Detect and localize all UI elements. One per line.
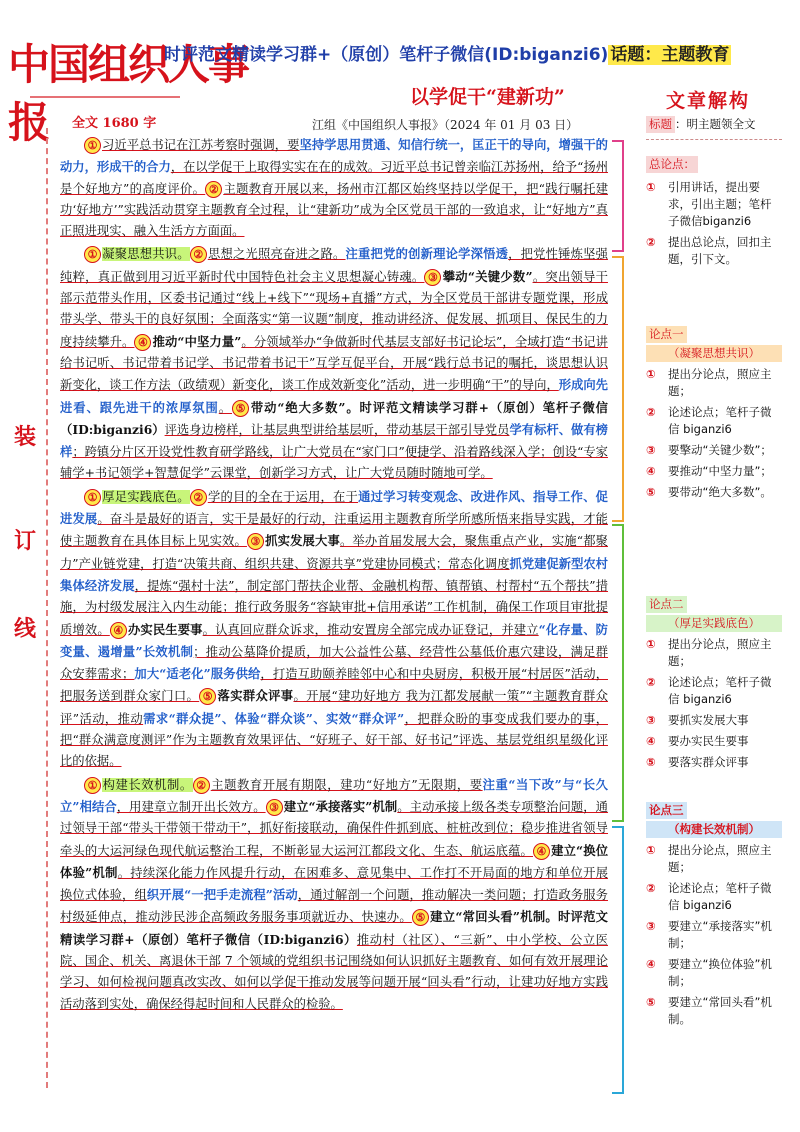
text-segment: 。奋斗是最好的语言，实干是最好的行动，注重运用主题教育所学所感所悟来指导实践，才能使主题教育在具体目标上见实效。 xyxy=(60,512,608,549)
text-segment: 学的目的全在于运用，在于 xyxy=(207,489,359,504)
text-segment: 注重把党的创新理论学深悟透 xyxy=(345,246,509,262)
sentence-number-badge: ② xyxy=(193,777,210,794)
analysis-item xyxy=(646,484,782,501)
thesis-tag: 总论点： xyxy=(646,156,698,173)
analysis-thesis xyxy=(646,156,782,272)
item-text: 要落实群众评事 xyxy=(668,755,749,769)
item-number: ② xyxy=(646,235,656,249)
text-segment: 建立“换位体验”机制 xyxy=(60,842,608,880)
item-number: ① xyxy=(646,367,656,381)
item-text: 要抓实发展大事 xyxy=(668,713,749,727)
title-tag: 标题 xyxy=(646,116,675,133)
topic-close: ) xyxy=(600,45,609,65)
sentence-number-badge: ③ xyxy=(266,799,283,816)
binding-dashed-line xyxy=(46,128,48,1088)
bracket-intro xyxy=(612,140,624,252)
bracket-point-1 xyxy=(612,256,624,522)
text-segment: 通过学习转变观念、改进作风、指导工作、促进发展 xyxy=(60,488,608,527)
article-title: 以学促干“建新功” xyxy=(410,86,565,108)
article-body xyxy=(60,134,608,1094)
sentence-number-badge: ③ xyxy=(247,533,264,550)
analysis-item xyxy=(646,918,782,952)
text-segment: 匡正干的导向，增强干的动力，形成干的合力 xyxy=(60,137,608,175)
text-segment: 让基层典型讲给基层听 xyxy=(250,422,374,437)
analysis-title-note: 标题 ：明主题领全文 xyxy=(646,116,782,140)
text-segment: 主题教育开展有期限，建功“好地方”无限期，要 xyxy=(210,777,483,792)
point-2-tag: 论点二 xyxy=(646,596,687,613)
text-segment: 学有标杆、做有榜样 xyxy=(60,421,608,460)
binding-char-2: 订 xyxy=(13,528,36,554)
text-segment: 。 xyxy=(218,400,232,415)
text-segment: 攀动“关键少数” xyxy=(442,268,533,284)
item-text: 提出分论点，照应主题； xyxy=(668,637,772,668)
text-segment: 抓党建促新型农村集体经济发展 xyxy=(60,555,608,593)
item-number: ④ xyxy=(646,464,656,478)
bracket-point-2 xyxy=(612,524,624,822)
item-number: ② xyxy=(646,881,656,895)
analysis-item xyxy=(646,674,782,708)
text-segment: 。主动承接上级各类专项整治问题，通过领导干部“带头干带领干带动干”，抓好衔接联动，确保件件抓到底、桩桩改到位；稳步推进省领导牵头的大运河绿色现代航运整治工程，不断彰显大运河江都段文化、生态、航运底蕴。 xyxy=(60,799,608,858)
text-segment: ；跨镇分片区开设党性教育研学路线，让广大党员在“家门口”便捷学、沿着路线深入学；创设“专家辅学+书记领学+智慧促学”云课堂，创新学习方式，让广大党员随时随地可学。 xyxy=(60,445,608,481)
item-number: ① xyxy=(646,180,656,194)
analysis-column xyxy=(646,112,794,1112)
item-text: 提出分论点，照应主题； xyxy=(668,367,772,398)
point-1-sub: （凝聚思想共识） xyxy=(646,345,782,362)
text-segment: 评选身边榜样， xyxy=(164,422,251,437)
item-number: ② xyxy=(646,405,656,419)
topic-banner xyxy=(164,40,784,68)
text-segment: 。认真回应群众诉求，推动安置房全部完成办证登记，并建立 xyxy=(202,622,539,637)
text-segment: 凝聚思想共识。 xyxy=(102,247,190,262)
text-segment: ，提炼“强村十法”，制定部门帮扶企业帮、金融机构帮、镇帮镇、村帮村“五个帮扶”措施，为村级发展注入内生动能；推行政务服务“容缺审批+信用承诺”工作机制，确保工作项目审批提质增效。 xyxy=(60,578,608,637)
analysis-item xyxy=(646,366,782,400)
sentence-number-badge: ⑤ xyxy=(412,909,429,926)
text-segment: 坚持学思用贯通、知信行统一， xyxy=(299,137,473,152)
text-segment: 构建长效机制。 xyxy=(102,777,193,792)
item-text: 提出总论点，回扣主题，引下文。 xyxy=(668,235,772,266)
point-3-sub: （构建长效机制） xyxy=(646,821,782,838)
sentence-number-badge: ④ xyxy=(134,334,151,351)
text-segment: 带动“绝大多数”。时评范文精读学习群+（原创）笔杆子微信（ID:biganzi6） xyxy=(60,399,608,437)
paragraph-intro xyxy=(60,134,608,242)
sentence-number-badge: ⑤ xyxy=(199,688,216,705)
point-2-sub: （厚足实践底色） xyxy=(646,615,782,632)
topic-label: 话题：主题教育 xyxy=(610,45,730,65)
item-number: ⑤ xyxy=(646,995,656,1009)
paragraph-point-1 xyxy=(60,243,608,484)
item-number: ① xyxy=(646,843,656,857)
point-1-tag: 论点一 xyxy=(646,326,687,343)
item-number: ③ xyxy=(646,919,656,933)
item-number: ⑤ xyxy=(646,485,656,499)
analysis-item xyxy=(646,234,782,268)
sentence-number-badge: ② xyxy=(205,181,222,198)
analysis-point-3 xyxy=(646,802,782,1032)
topic-prefix: 时评范文精读学习群+（原创）笔杆子微信( xyxy=(164,45,493,65)
sentence-number-badge: ④ xyxy=(533,843,550,860)
sentence-number-badge: ⑤ xyxy=(232,400,249,417)
item-text: 提出分论点，照应主题； xyxy=(668,843,772,874)
analysis-item xyxy=(646,463,782,480)
text-segment: 织开展“一把手走流程”活动 xyxy=(146,887,298,903)
text-segment: 思想之光照亮奋进之路。 xyxy=(207,247,346,262)
item-number: ③ xyxy=(646,713,656,727)
text-segment: 形成向先进看、跟先进干的浓厚氛围 xyxy=(60,377,608,415)
analysis-item xyxy=(646,712,782,729)
sentence-number-badge: ① xyxy=(84,137,101,154)
item-number: ③ xyxy=(646,443,656,457)
item-text: 要擎动“关键少数”； xyxy=(668,443,772,457)
item-number: ① xyxy=(646,637,656,651)
analysis-point-2 xyxy=(646,596,782,775)
sentence-number-badge: ② xyxy=(190,246,207,263)
text-segment: 推动村（社区）、“三新”、中小学校、公立医院、国企、机关、离退休干部 7 个领域的党组织书记围绕如何认识抓好主题教育、如何有效开展理论学习、如何检视问题真改实改、如何以学促干推动发展等问题开展“回头看”行动，让建功好地方实践活动落到实处，确保经得起时间和人民群众的检验。 xyxy=(60,932,608,1011)
sentence-number-badge: ④ xyxy=(110,622,127,639)
item-number: ④ xyxy=(646,957,656,971)
paragraph-point-2 xyxy=(60,486,608,773)
item-text: 论述论点；笔杆子微信 biganzi6 xyxy=(668,881,772,912)
paragraph-point-3 xyxy=(60,774,608,1015)
text-segment: 。举办首届发展大会，聚焦重点产业，实施“都聚力”产业链党建，打造“决策共商、组织共建、资源共享”党建协同模式；常态化调度 xyxy=(60,534,608,571)
bracket-point-3 xyxy=(612,826,624,1094)
text-segment: ，把群众盼的事变成我们要办的事，把“群众满意度测评”作为主题教育效果评估、“好班子、好干部、好书记”评选、基层党组织星级化评比的依据。 xyxy=(60,711,608,769)
binding-char-3: 线 xyxy=(13,616,36,642)
text-segment: ，带动基层干部引导党员 xyxy=(373,422,510,437)
text-segment: 厚足实践底色。 xyxy=(102,489,190,504)
text-segment: 习近平总书记在江苏考察时强调，要 xyxy=(102,138,300,152)
text-segment: 推动“中坚力量” xyxy=(152,333,242,349)
item-text: 引用讲话，提出要求，引出主题；笔杆子微信biganzi6 xyxy=(668,180,772,228)
topic-id: ID:biganzi6 xyxy=(492,45,601,65)
text-segment: 注重“当下改”与“长久立”相结合 xyxy=(60,776,608,814)
analysis-item xyxy=(646,880,782,914)
title-note: 明主题领全文 xyxy=(686,117,756,131)
masthead-logo: 中国组织人事报 xyxy=(8,40,249,147)
analysis-item xyxy=(646,956,782,990)
sentence-number-badge: ③ xyxy=(424,269,441,286)
text-segment: ，打造互助颐养睦邻中心和中央厨房，积极开展“村居医”活动，把服务送到群众家门口。 xyxy=(60,667,608,704)
text-segment: 抓实发展大事 xyxy=(264,533,340,549)
text-segment: ，在以学促干上取得实实在在的成效。习近平总书记曾亲临江苏扬州，给予“扬州是个好地方”的高度评价。 xyxy=(60,160,608,196)
text-segment: 主题教育开展以来，扬州市江都区始终坚持以学促干，把“践行嘱托建功‘好地方’”实践活动贯穿主题教育全过程，让“建新功”成为全区党员干部的一致追求，让“好地方”真正照进现实、融入生活方方面面。 xyxy=(60,181,608,239)
sentence-number-badge: ① xyxy=(84,246,101,263)
word-count: 全文 1680 字 xyxy=(72,116,157,131)
text-segment: 建立“常回头看”机制。时评范文精读学习群+（原创）笔杆子微信（ID:biganzi6） xyxy=(60,909,608,947)
source-line: 江组《中国组织人事报》（2024 年 01 月 03 日） xyxy=(312,118,579,132)
sentence-number-badge: ② xyxy=(190,489,207,506)
point-3-tag: 论点三 xyxy=(646,802,687,819)
item-text: 要办实民生要事 xyxy=(668,734,749,748)
text-segment: 需求“群众提”、体验“群众谈”、实效“群众评” xyxy=(143,710,405,726)
text-segment: 办实民生要事 xyxy=(127,621,203,637)
text-segment: “化存量、防变量、遏增量”长效机制 xyxy=(60,621,608,659)
item-number: ④ xyxy=(646,734,656,748)
binding-char-1: 装 xyxy=(13,424,36,450)
text-segment: 。分领域举办“争做新时代基层支部好书记论坛”，全域打造“书记讲给书记听、书记带着书记学、书记带着书记干”互学互促平台，开展“践行总书记的嘱托，谈思想认识新变化，谈工作方法（政绩观）新变化，谈工作成效新变化”活动，进一步明确“干”的导向， xyxy=(60,334,608,393)
item-text: 要带动“绝大多数”。 xyxy=(668,485,772,499)
analysis-title: 文章解构 xyxy=(666,90,751,112)
text-segment: 。突出领导干部示范带头作用，区委书记通过“线上+线下”“现场+直播”方式，为全区党员干部讲专题党课，形成带头学、带头干的良好氛围；全面落实“第一议题”制度，推动讲经济、促发展、抓项目、保民生的力度持续攀升。 xyxy=(60,269,608,349)
analysis-item xyxy=(646,733,782,750)
text-segment: 。持续深化能力作风提升行动，在困难多、意见集中、工作打不开局面的地方和单位开展换位式体验，组 xyxy=(60,865,608,903)
item-text: 论述论点；笔杆子微信 biganzi6 xyxy=(668,675,772,706)
text-segment: 落实群众评事 xyxy=(217,688,294,704)
analysis-item xyxy=(646,179,782,230)
text-segment: ，把党性锤炼坚强纯粹，真正做到用习近平新时代中国特色社会主义思想凝心铸魂。 xyxy=(60,247,608,284)
sentence-number-badge: ① xyxy=(84,777,101,794)
text-segment: ；推动公墓降价提质，加大公益性公墓、经营性公墓低价惠穴建设，满足群众安葬需求； xyxy=(60,644,608,682)
item-number: ② xyxy=(646,675,656,689)
item-text: 要建立“常回头看”机制。 xyxy=(668,995,772,1026)
text-segment: 建立“承接落实”机制 xyxy=(283,798,398,814)
analysis-item xyxy=(646,754,782,771)
divider xyxy=(646,139,782,140)
text-segment: ，用建章立制开出长效方。 xyxy=(116,799,266,814)
text-segment: 。开展“建功好地方 我为江都发展献一策”“主题教育群众评”活动，推动 xyxy=(60,689,608,726)
analysis-item xyxy=(646,636,782,670)
analysis-item xyxy=(646,404,782,438)
item-text: 要推动“中坚力量”； xyxy=(668,464,772,478)
analysis-item xyxy=(646,442,782,459)
text-segment: ，通过解剖一个问题，推动解决一类问题；打造政务服务村级延伸点，推动涉民涉企高频政务服务事项就近办、快速办。 xyxy=(60,888,608,925)
analysis-item xyxy=(646,842,782,876)
analysis-point-1 xyxy=(646,326,782,505)
item-number: ⑤ xyxy=(646,755,656,769)
item-text: 要建立“换位体验”机制； xyxy=(668,957,772,988)
item-text: 论述论点；笔杆子微信 biganzi6 xyxy=(668,405,772,436)
sentence-number-badge: ① xyxy=(84,489,101,506)
analysis-item xyxy=(646,994,782,1028)
text-segment: 加大“适老化”服务供给 xyxy=(134,666,261,682)
item-text: 要建立“承接落实”机制； xyxy=(668,919,772,950)
masthead-underline xyxy=(30,96,180,98)
